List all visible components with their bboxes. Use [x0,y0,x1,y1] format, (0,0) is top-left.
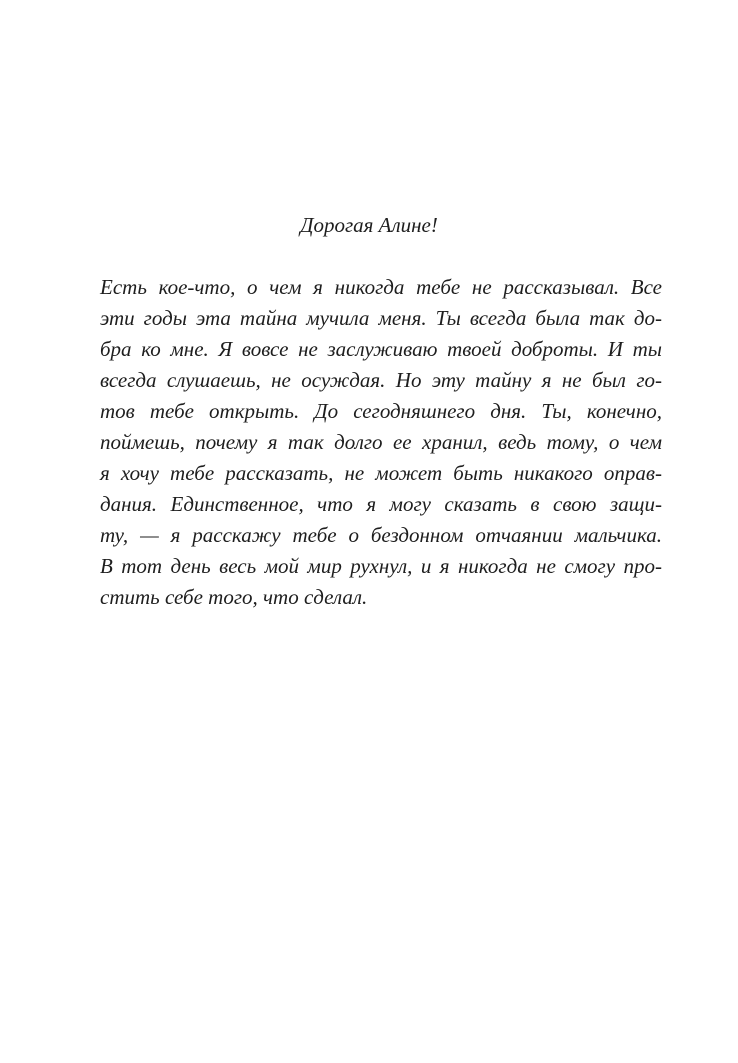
text-line: я хочу тебе рассказать, не может быть никакого оправ- [100,461,662,485]
text-line: эти годы эта тайна мучила меня. Ты всегда была так до- [100,306,662,330]
letter-body [100,274,662,615]
text-line: Есть кое-что, о чем я никогда тебе не рассказывал. Все [100,275,662,299]
text-line: стить себе того, что сделал. [100,585,368,609]
text-line: тов тебе открыть. До сегодняшнего дня. Ты, конечно, [100,399,662,423]
text-line: поймешь, почему я так долго ее хранил, ведь тому, о чем [100,430,662,454]
text-line: В тот день весь мой мир рухнул, и я никогда не смогу про- [100,554,662,578]
text-line: дания. Единственное, что я могу сказать в свою защи- [100,492,662,516]
text-line: ту, — я расскажу тебе о бездонном отчаянии мальчика. [100,523,662,547]
letter-greeting: Дорогая Алине! [300,213,438,237]
text-line: всегда слушаешь, не осуждая. Но эту тайну я не был го- [100,368,662,392]
text-line: бра ко мне. Я вовсе не заслуживаю твоей доброты. И ты [100,337,662,361]
